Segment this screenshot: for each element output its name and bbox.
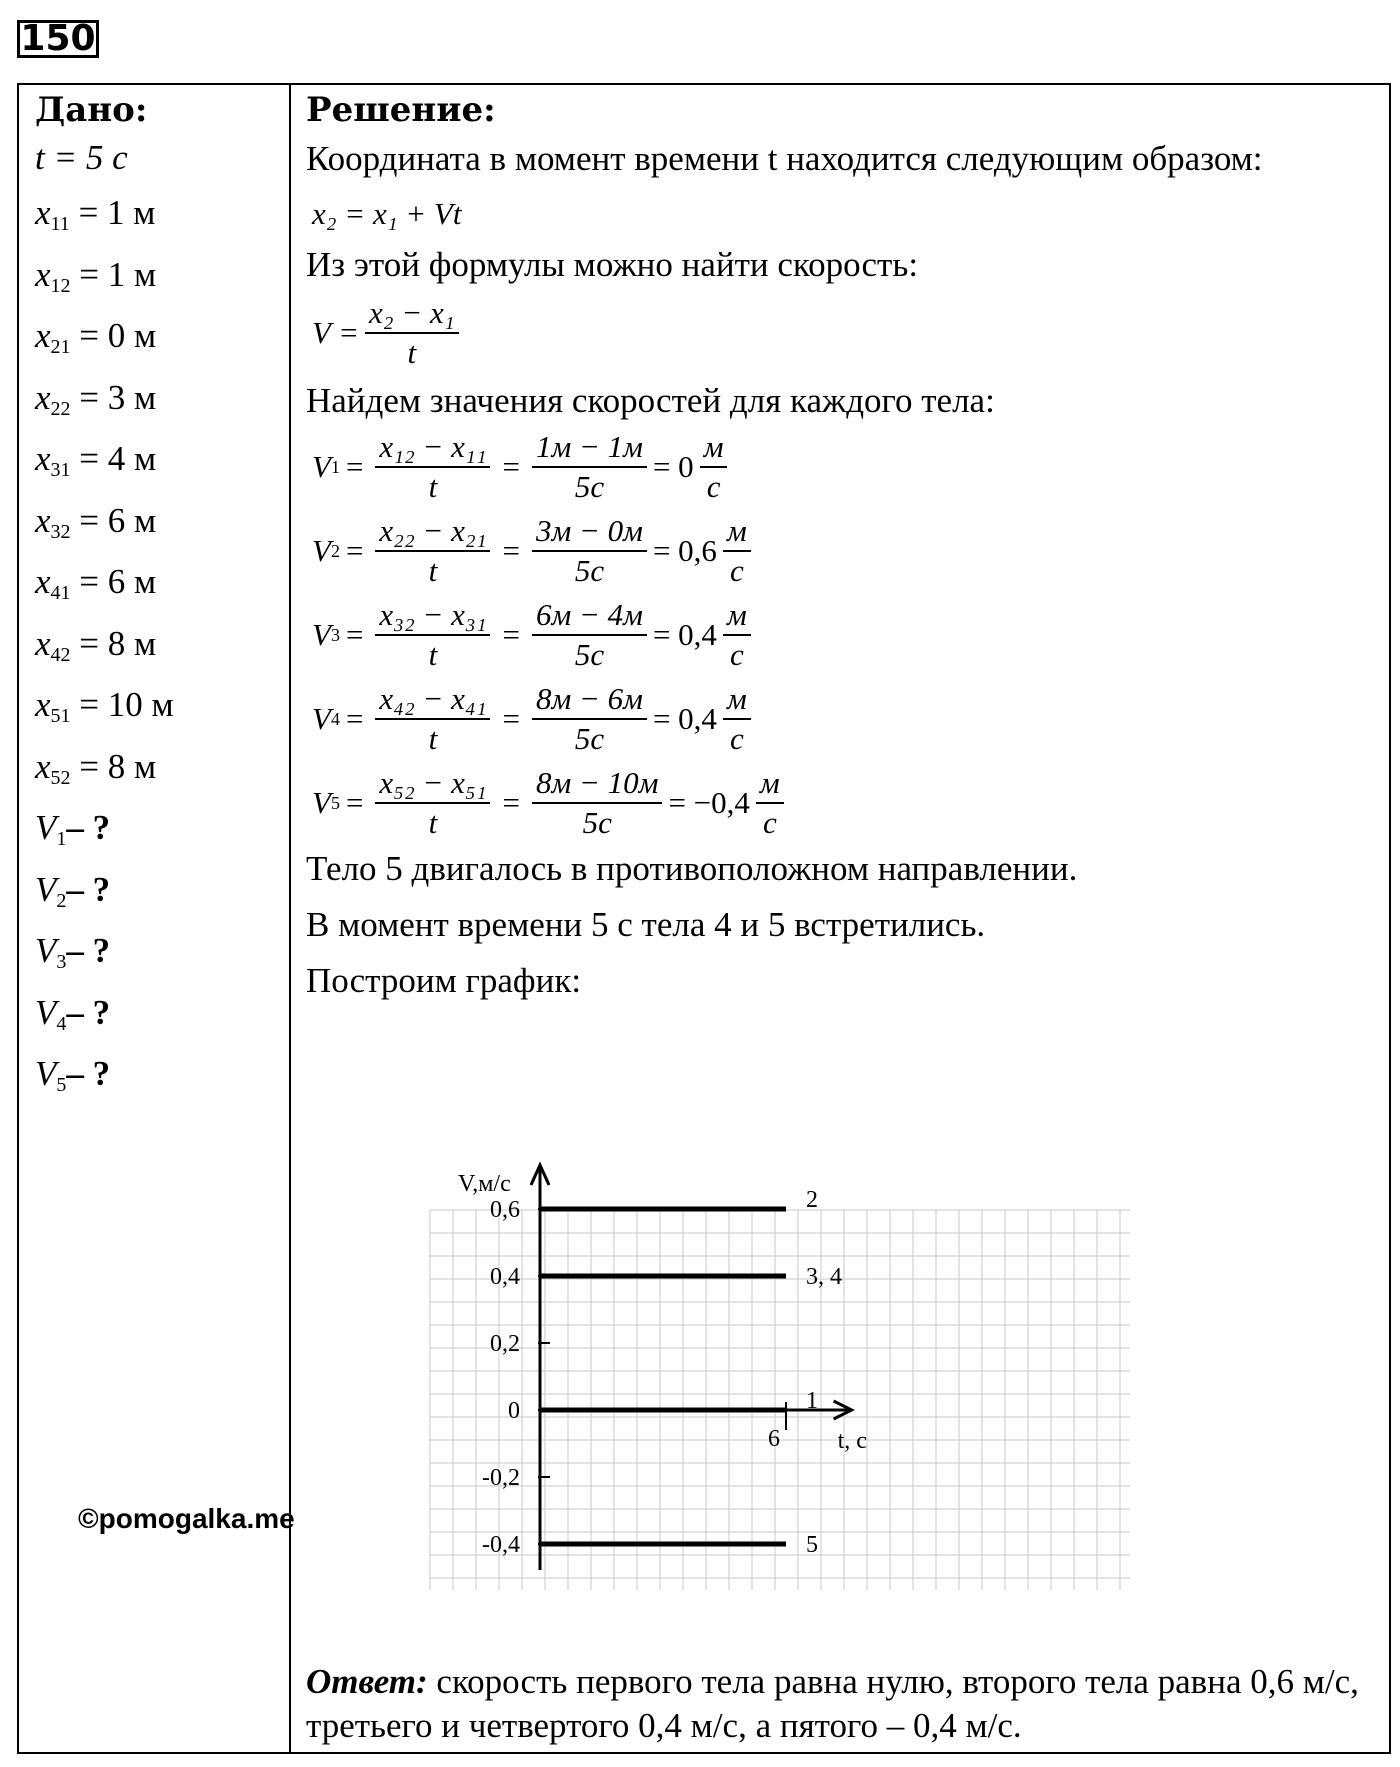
fraction-denominator: t <box>428 469 438 504</box>
unit-denominator: с <box>729 637 744 672</box>
solution-paragraph-3: Найдем значения скоростей для каждого тела: <box>306 381 995 420</box>
equals-sign: = <box>502 785 520 820</box>
given-subscript: 41 <box>50 582 71 604</box>
unit-numerator: м <box>723 596 751 636</box>
given-value: = 6 м <box>70 562 157 601</box>
fraction-denominator: 5с <box>574 553 605 588</box>
fraction-numerator: 6м − 4м <box>532 596 647 636</box>
fraction-symbolic <box>375 596 490 674</box>
velocity-result: = −0,4 <box>668 785 750 820</box>
y-tick-label: 0,6 <box>490 1197 520 1223</box>
given-symbol: V <box>35 931 57 970</box>
x-axis-label: t, с <box>837 1428 867 1454</box>
given-item <box>35 246 285 308</box>
given-value: = 10 м <box>70 685 174 724</box>
unit-numerator: м <box>700 428 728 468</box>
given-symbol: V <box>35 869 57 909</box>
fraction-numeric <box>532 512 647 590</box>
given-value: – ? <box>66 992 111 1032</box>
given-subscript: 5 <box>56 1074 67 1096</box>
fraction-denominator: 5с <box>574 721 605 756</box>
given-subscript: 32 <box>50 520 71 543</box>
given-subscript: 2 <box>56 889 67 912</box>
given-column <box>35 88 285 1107</box>
given-subscript: 4 <box>56 1012 67 1035</box>
fraction-denominator: 5с <box>574 469 605 504</box>
given-symbol: x <box>35 746 51 786</box>
given-symbol: x <box>35 685 51 724</box>
velocity-formula-1 <box>312 428 1381 506</box>
given-value: = 6 м <box>70 500 157 540</box>
fraction-numeric <box>532 596 647 674</box>
y-tick-label: 0,2 <box>490 1331 520 1357</box>
equals-sign: = <box>502 449 520 484</box>
equals-sign: = <box>345 533 364 568</box>
given-item <box>35 553 285 615</box>
fraction-numerator: 1м − 1м <box>532 428 647 468</box>
unknown-item <box>35 799 285 861</box>
velocity-symbol: V <box>312 449 331 484</box>
velocity-list <box>306 428 1381 842</box>
velocity-result: = 0 <box>652 449 694 484</box>
solution-header: Решение: <box>306 90 496 130</box>
velocity-symbol: V <box>312 701 331 736</box>
unit-denominator: с <box>762 805 777 840</box>
answer <box>306 1660 1376 1748</box>
fraction-numerator: 8м − 6м <box>532 680 647 720</box>
velocity-subscript: 1 <box>330 456 340 477</box>
y-tick-label: -0,4 <box>482 1532 520 1558</box>
given-symbol: V <box>35 992 57 1032</box>
unit-denominator: с <box>706 469 721 504</box>
given-symbol: x <box>35 623 51 663</box>
velocity-unit <box>723 512 751 590</box>
given-subscript: 52 <box>50 766 71 789</box>
series-label: 1 <box>806 1388 818 1414</box>
fraction-denominator: t <box>428 805 438 840</box>
equals-sign: = <box>502 617 520 652</box>
velocity-subscript: 4 <box>330 708 340 729</box>
velocity-symbol: V <box>312 785 331 820</box>
fraction-numerator: x₅₂ − x₅₁ <box>375 764 490 804</box>
formula-velocity <box>312 294 1381 372</box>
fraction-symbolic <box>375 680 490 758</box>
given-item <box>35 369 285 431</box>
velocity-unit <box>723 596 751 674</box>
given-subscript: 22 <box>50 397 71 420</box>
chart-labels <box>458 1171 867 1558</box>
solution-column <box>306 88 1381 1002</box>
given-value: = 3 м <box>70 377 157 417</box>
given-value: = 1 м <box>69 193 156 232</box>
solution-paragraph-1: Координата в момент времени t находится следующим образом: <box>306 139 1263 178</box>
velocity-symbol: V <box>312 617 331 652</box>
velocity-unit <box>723 680 751 758</box>
unknown-item <box>35 984 285 1046</box>
given-symbol: x <box>35 439 51 478</box>
equals-sign: = <box>345 449 364 484</box>
given-subscript: 3 <box>56 951 67 973</box>
unit-denominator: с <box>729 721 744 756</box>
chart-series <box>540 1209 786 1544</box>
unknown-item <box>35 1045 285 1107</box>
equals-sign: = <box>345 701 364 736</box>
fraction-denominator: t <box>428 553 438 588</box>
velocity-result: = 0,4 <box>652 701 717 736</box>
velocity-subscript: 2 <box>330 540 340 561</box>
fraction-numerator: x₁₂ − x₁₁ <box>375 428 490 468</box>
given-subscript: 51 <box>50 705 71 727</box>
fraction-numerator: x₃₂ − x₃₁ <box>375 596 490 636</box>
given-item <box>35 676 285 738</box>
velocity-formula-2 <box>312 512 1381 590</box>
y-axis-label: V,м/с <box>458 1171 511 1197</box>
fraction-numerator: x₄₂ − x₄₁ <box>375 680 490 720</box>
given-subscript: 12 <box>50 274 71 297</box>
solution-paragraph-6: Построим график: <box>306 961 582 1000</box>
given-symbol: x <box>35 193 51 232</box>
formula-coordinate: x₂ = x₁ + Vt <box>312 196 462 231</box>
fraction-numeric <box>532 764 663 842</box>
velocity-symbol: V <box>312 533 331 568</box>
unit-denominator: с <box>729 553 744 588</box>
fraction-numerator: 3м − 0м <box>532 512 647 552</box>
given-item <box>35 492 285 554</box>
given-value: – ? <box>66 931 111 970</box>
y-tick-label: 0,4 <box>490 1264 520 1290</box>
given-header: Дано: <box>35 90 148 130</box>
formula-velocity-denominator: t <box>407 335 417 370</box>
fraction-symbolic <box>375 512 490 590</box>
unit-numerator: м <box>723 680 751 720</box>
velocity-subscript: 3 <box>330 624 340 645</box>
velocity-formula-3 <box>312 596 1381 674</box>
given-value: = 8 м <box>70 623 157 663</box>
given-symbol: x <box>35 562 51 601</box>
given-value: = 1 м <box>70 254 157 294</box>
given-symbol: x <box>35 316 51 355</box>
given-value: – ? <box>66 869 111 909</box>
unknown-item <box>35 922 285 984</box>
answer-label: Ответ: <box>306 1662 428 1701</box>
given-item <box>35 307 285 369</box>
fraction-denominator: 5с <box>582 805 612 840</box>
fraction-symbolic <box>375 764 490 842</box>
series-label: 5 <box>806 1532 818 1558</box>
velocity-unit <box>756 764 784 842</box>
given-t: t = 5 с <box>35 138 128 177</box>
fraction-numeric <box>532 428 647 506</box>
given-value: = 8 м <box>70 746 157 786</box>
given-subscript: 1 <box>56 828 67 850</box>
given-symbol: x <box>35 377 51 417</box>
given-item <box>35 184 285 246</box>
y-tick-label: -0,2 <box>482 1465 520 1491</box>
answer-text: скорость первого тела равна нулю, второго тела равна 0,6 м/с, третьего и четвертого 0,4 м/с, а пятого – 0,4 м/с. <box>306 1662 1359 1745</box>
equals-sign: = <box>345 785 364 820</box>
series-label: 2 <box>806 1187 818 1213</box>
velocity-result: = 0,4 <box>652 617 717 652</box>
given-symbol: x <box>35 254 51 294</box>
y-tick-label: 0 <box>508 1398 520 1424</box>
velocity-chart <box>430 1171 1130 1590</box>
series-label: 3, 4 <box>806 1264 842 1290</box>
given-value: – ? <box>66 1054 111 1093</box>
formula-velocity-fraction <box>365 294 459 372</box>
given-item <box>35 615 285 677</box>
given-subscript: 31 <box>50 459 71 481</box>
velocity-formula-4 <box>312 680 1381 758</box>
equals-sign: = <box>502 533 520 568</box>
solution-paragraph-2: Из этой формулы можно найти скорость: <box>306 245 919 284</box>
fraction-numerator: 8м − 10м <box>532 764 663 804</box>
given-subscript: 42 <box>50 643 71 666</box>
given-symbol: V <box>35 1054 57 1093</box>
given-item <box>35 738 285 800</box>
given-value: = 0 м <box>70 316 157 355</box>
chart-grid <box>430 1210 1130 1590</box>
velocity-formula-5 <box>312 764 1381 842</box>
fraction-numeric <box>532 680 647 758</box>
given-values <box>35 184 285 799</box>
velocity-result: = 0,6 <box>652 533 717 568</box>
velocity-subscript: 5 <box>330 792 340 813</box>
formula-velocity-numerator: x₂ − x₁ <box>365 294 459 334</box>
given-value: = 4 м <box>70 439 157 478</box>
fraction-denominator: t <box>428 721 438 756</box>
fraction-symbolic <box>375 428 490 506</box>
fraction-denominator: 5с <box>574 637 605 672</box>
equals-sign: = <box>502 701 520 736</box>
given-symbol: V <box>35 808 57 847</box>
given-symbol: x <box>35 500 51 540</box>
unknown-item <box>35 861 285 923</box>
given-value: – ? <box>66 808 111 847</box>
fraction-numerator: x₂₂ − x₂₁ <box>375 512 490 552</box>
velocity-unit <box>700 428 728 506</box>
given-subscript: 21 <box>50 336 71 358</box>
solution-paragraph-5: В момент времени 5 с тела 4 и 5 встретились. <box>306 905 986 944</box>
solution-paragraph-4: Тело 5 двигалось в противоположном направлении. <box>306 849 1078 888</box>
given-item <box>35 430 285 492</box>
x-tick-label: 6 <box>768 1426 780 1452</box>
unit-numerator: м <box>723 512 751 552</box>
fraction-denominator: t <box>428 637 438 672</box>
formula-velocity-lhs: V = <box>312 315 360 350</box>
unit-numerator: м <box>756 764 784 804</box>
equals-sign: = <box>345 617 364 652</box>
watermark: ©pomogalka.me <box>78 1503 295 1534</box>
given-subscript: 11 <box>50 213 70 235</box>
given-unknowns <box>35 799 285 1107</box>
problem-number: 150 <box>17 20 99 58</box>
